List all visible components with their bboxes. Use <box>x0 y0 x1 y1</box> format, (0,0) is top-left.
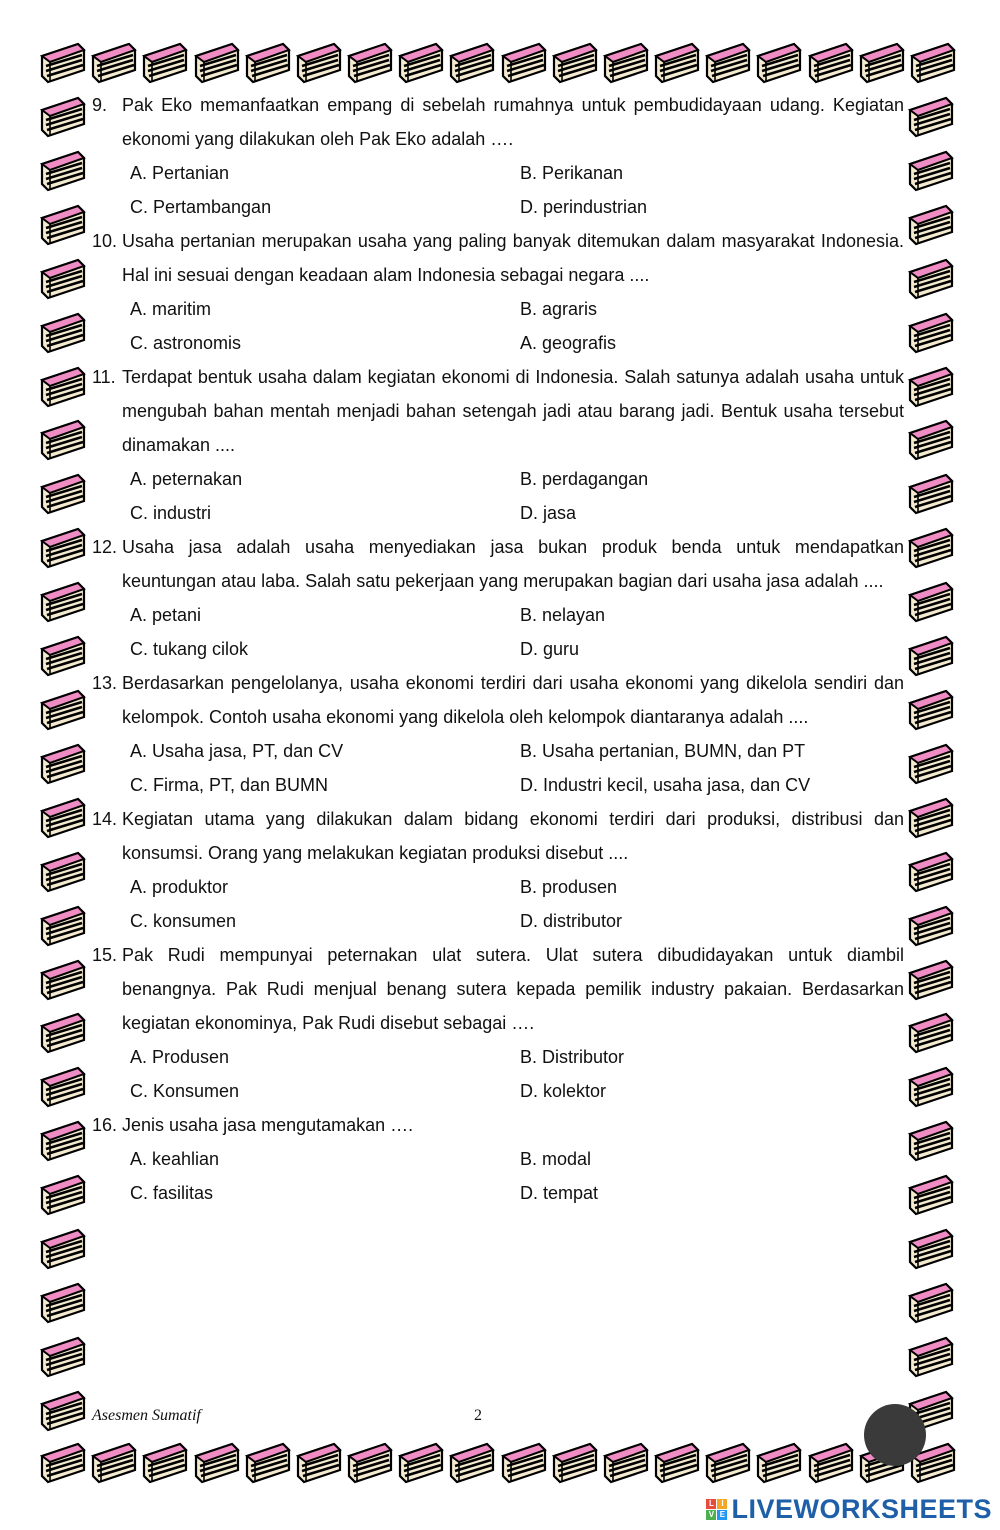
cake-slice-icon <box>140 40 190 86</box>
question-item <box>92 360 904 530</box>
question-number: 9. <box>92 95 108 115</box>
cake-slice-icon <box>906 1226 956 1272</box>
cake-slice-icon <box>601 1440 651 1486</box>
answer-options <box>92 1040 904 1108</box>
answer-option[interactable]: A. produktor <box>130 877 229 897</box>
cake-slice-icon <box>38 1010 88 1056</box>
answer-option[interactable]: B. nelayan <box>520 605 606 625</box>
question-item <box>92 1108 904 1210</box>
answer-options <box>92 156 904 224</box>
cake-slice-icon <box>294 1440 344 1486</box>
cake-slice-icon <box>906 687 956 733</box>
answer-option[interactable]: B. Distributor <box>520 1047 625 1067</box>
cake-slice-icon <box>38 202 88 248</box>
cake-slice-icon <box>806 1440 856 1486</box>
cake-slice-icon <box>38 1226 88 1272</box>
cake-slice-icon <box>447 40 497 86</box>
page-number: 2 <box>474 1407 482 1424</box>
cake-slice-icon <box>601 40 651 86</box>
cake-slice-icon <box>38 633 88 679</box>
answer-option[interactable]: A. peternakan <box>130 469 243 489</box>
answer-option[interactable]: C. tukang cilok <box>130 639 249 659</box>
border-bottom <box>38 1440 958 1492</box>
cake-slice-icon <box>906 417 956 463</box>
answer-options <box>92 462 904 530</box>
answer-options <box>92 870 904 938</box>
cake-slice-icon <box>652 40 702 86</box>
answer-option[interactable]: A. petani <box>130 605 202 625</box>
cake-slice-icon <box>140 1440 190 1486</box>
cake-slice-icon <box>345 40 395 86</box>
cake-slice-icon <box>754 40 804 86</box>
cake-slice-icon <box>908 40 958 86</box>
brand-name: LIVEWORKSHEETS <box>731 1494 992 1524</box>
cake-slice-icon <box>703 1440 753 1486</box>
answer-option[interactable]: A. Usaha jasa, PT, dan CV <box>130 741 344 761</box>
cake-slice-icon <box>550 40 600 86</box>
question-list <box>92 88 904 1210</box>
question-number: 10. <box>92 231 118 251</box>
cake-slice-icon <box>906 364 956 410</box>
question-text: Terdapat bentuk usaha dalam kegiatan ekonomi di Indonesia. Salah satunya adalah usaha untuk mengubah bahan mentah menjadi bahan setengah jadi atau barang jadi. Bentuk usaha tersebut dinamakan .... <box>122 367 904 455</box>
answer-options <box>92 734 904 802</box>
question-item <box>92 802 904 938</box>
cake-slice-icon <box>38 957 88 1003</box>
question-item <box>92 88 904 224</box>
cake-slice-icon <box>38 525 88 571</box>
cake-slice-icon <box>906 525 956 571</box>
cake-slice-icon <box>38 364 88 410</box>
cake-slice-icon <box>294 40 344 86</box>
question-item <box>92 530 904 666</box>
cake-slice-icon <box>38 579 88 625</box>
cake-slice-icon <box>38 849 88 895</box>
cake-slice-icon <box>652 1440 702 1486</box>
question-item <box>92 666 904 802</box>
answer-option[interactable]: C. fasilitas <box>130 1183 214 1203</box>
cake-slice-icon <box>396 40 446 86</box>
answer-option[interactable]: D. Industri kecil, usaha jasa, dan CV <box>520 775 811 795</box>
cake-slice-icon <box>243 1440 293 1486</box>
cake-slice-icon <box>38 40 88 86</box>
cake-slice-icon <box>89 40 139 86</box>
answer-option[interactable]: B. agraris <box>520 299 598 319</box>
answer-options <box>92 1142 904 1210</box>
question-text: Berdasarkan pengelolanya, usaha ekonomi terdiri dari usaha ekonomi yang dikelola sendiri dan kelompok. Contoh usaha ekonomi yang dikelola oleh kelompok diantaranya adalah .... <box>122 673 904 727</box>
cake-slice-icon <box>38 1440 88 1486</box>
answer-options <box>92 292 904 360</box>
question-item <box>92 224 904 360</box>
cake-slice-icon <box>38 148 88 194</box>
cake-slice-icon <box>447 1440 497 1486</box>
answer-option[interactable]: B. Usaha pertanian, BUMN, dan PT <box>520 741 806 761</box>
answer-option[interactable]: C. astronomis <box>130 333 242 353</box>
audio-badge-icon[interactable] <box>864 1404 926 1466</box>
cake-slice-icon <box>906 94 956 140</box>
cake-slice-icon <box>906 957 956 1003</box>
cake-slice-icon <box>345 1440 395 1486</box>
answer-option[interactable]: A. Pertanian <box>130 163 230 183</box>
cake-slice-icon <box>38 471 88 517</box>
cake-slice-icon <box>38 417 88 463</box>
cake-slice-icon <box>906 1280 956 1326</box>
answer-option[interactable]: D. guru <box>520 639 580 659</box>
footer-title: Asesmen Sumatif <box>92 1407 201 1424</box>
question-number: 15. <box>92 945 118 965</box>
answer-option[interactable]: D. distributor <box>520 911 623 931</box>
border-left <box>38 94 90 1434</box>
cake-slice-icon <box>499 40 549 86</box>
answer-option[interactable]: C. Firma, PT, dan BUMN <box>130 775 329 795</box>
cake-slice-icon <box>38 256 88 302</box>
cake-slice-icon <box>703 40 753 86</box>
answer-option[interactable]: C. konsumen <box>130 911 237 931</box>
cake-slice-icon <box>192 40 242 86</box>
cake-slice-icon <box>857 40 907 86</box>
border-top <box>38 40 958 92</box>
cake-slice-icon <box>906 1334 956 1380</box>
cake-slice-icon <box>38 1118 88 1164</box>
answer-option[interactable]: D. tempat <box>520 1183 599 1203</box>
question-number: 12. <box>92 537 118 557</box>
answer-option[interactable]: B. modal <box>520 1149 592 1169</box>
cake-slice-icon <box>754 1440 804 1486</box>
question-number: 16. <box>92 1115 118 1135</box>
cake-slice-icon <box>38 795 88 841</box>
cake-slice-icon <box>38 1172 88 1218</box>
answer-option[interactable]: C. Konsumen <box>130 1081 240 1101</box>
cake-slice-icon <box>38 94 88 140</box>
answer-option[interactable]: C. industri <box>130 503 212 523</box>
answer-option[interactable]: B. produsen <box>520 877 618 897</box>
cake-slice-icon <box>38 1334 88 1380</box>
cake-slice-icon <box>192 1440 242 1486</box>
answer-option[interactable]: D. perindustrian <box>520 197 648 217</box>
answer-option[interactable]: D. kolektor <box>520 1081 607 1101</box>
question-number: 13. <box>92 673 118 693</box>
question-text: Pak Rudi mempunyai peternakan ulat sutera. Ulat sutera dibudidayakan untuk diambil benangnya. Pak Rudi menjual benang sutera kepada pemilik industry pakaian. Berdasarkan kegiatan ekonominya, Pak Rudi disebut sebagai …. <box>122 945 904 1033</box>
cake-slice-icon <box>243 40 293 86</box>
question-text: Usaha pertanian merupakan usaha yang paling banyak ditemukan dalam masyarakat Indonesia. Hal ini sesuai dengan keadaan alam Indonesia sebagai negara .... <box>122 231 904 285</box>
answer-option[interactable]: D. jasa <box>520 503 577 523</box>
cake-slice-icon <box>396 1440 446 1486</box>
answer-option[interactable]: A. geografis <box>520 333 617 353</box>
cake-slice-icon <box>550 1440 600 1486</box>
answer-option[interactable]: B. perdagangan <box>520 469 649 489</box>
cake-slice-icon <box>38 1388 88 1434</box>
cake-slice-icon <box>89 1440 139 1486</box>
cake-slice-icon <box>499 1440 549 1486</box>
cake-slice-icon <box>38 310 88 356</box>
question-text: Pak Eko memanfaatkan empang di sebelah rumahnya untuk pembudidayaan udang. Kegiatan ekonomi yang dilakukan oleh Pak Eko adalah …. <box>122 95 904 149</box>
brand-mark-icon: L I V E <box>706 1499 727 1520</box>
question-number: 11. <box>92 367 116 387</box>
cake-slice-icon <box>38 687 88 733</box>
answer-option[interactable]: B. Perikanan <box>520 163 624 183</box>
question-number: 14. <box>92 809 118 829</box>
answer-options <box>92 598 904 666</box>
brand-logo <box>706 1494 992 1525</box>
cake-slice-icon <box>38 741 88 787</box>
answer-option[interactable]: C. Pertambangan <box>130 197 272 217</box>
cake-slice-icon <box>806 40 856 86</box>
question-item <box>92 938 904 1108</box>
cake-slice-icon <box>38 1064 88 1110</box>
cake-slice-icon <box>38 1280 88 1326</box>
answer-option[interactable]: A. Produsen <box>130 1047 230 1067</box>
question-text: Kegiatan utama yang dilakukan dalam bidang ekonomi terdiri dari produksi, distribusi dan konsumsi. Orang yang melakukan kegiatan produksi disebut .... <box>122 809 904 863</box>
answer-option[interactable]: A. maritim <box>130 299 211 319</box>
question-text: Usaha jasa adalah usaha menyediakan jasa bukan produk benda untuk mendapatkan keuntungan atau laba. Salah satu pekerjaan yang merupakan bagian dari usaha jasa adalah .... <box>122 537 904 591</box>
cake-slice-icon <box>38 903 88 949</box>
answer-option[interactable]: A. keahlian <box>130 1149 220 1169</box>
question-text: Jenis usaha jasa mengutamakan …. <box>122 1115 414 1135</box>
